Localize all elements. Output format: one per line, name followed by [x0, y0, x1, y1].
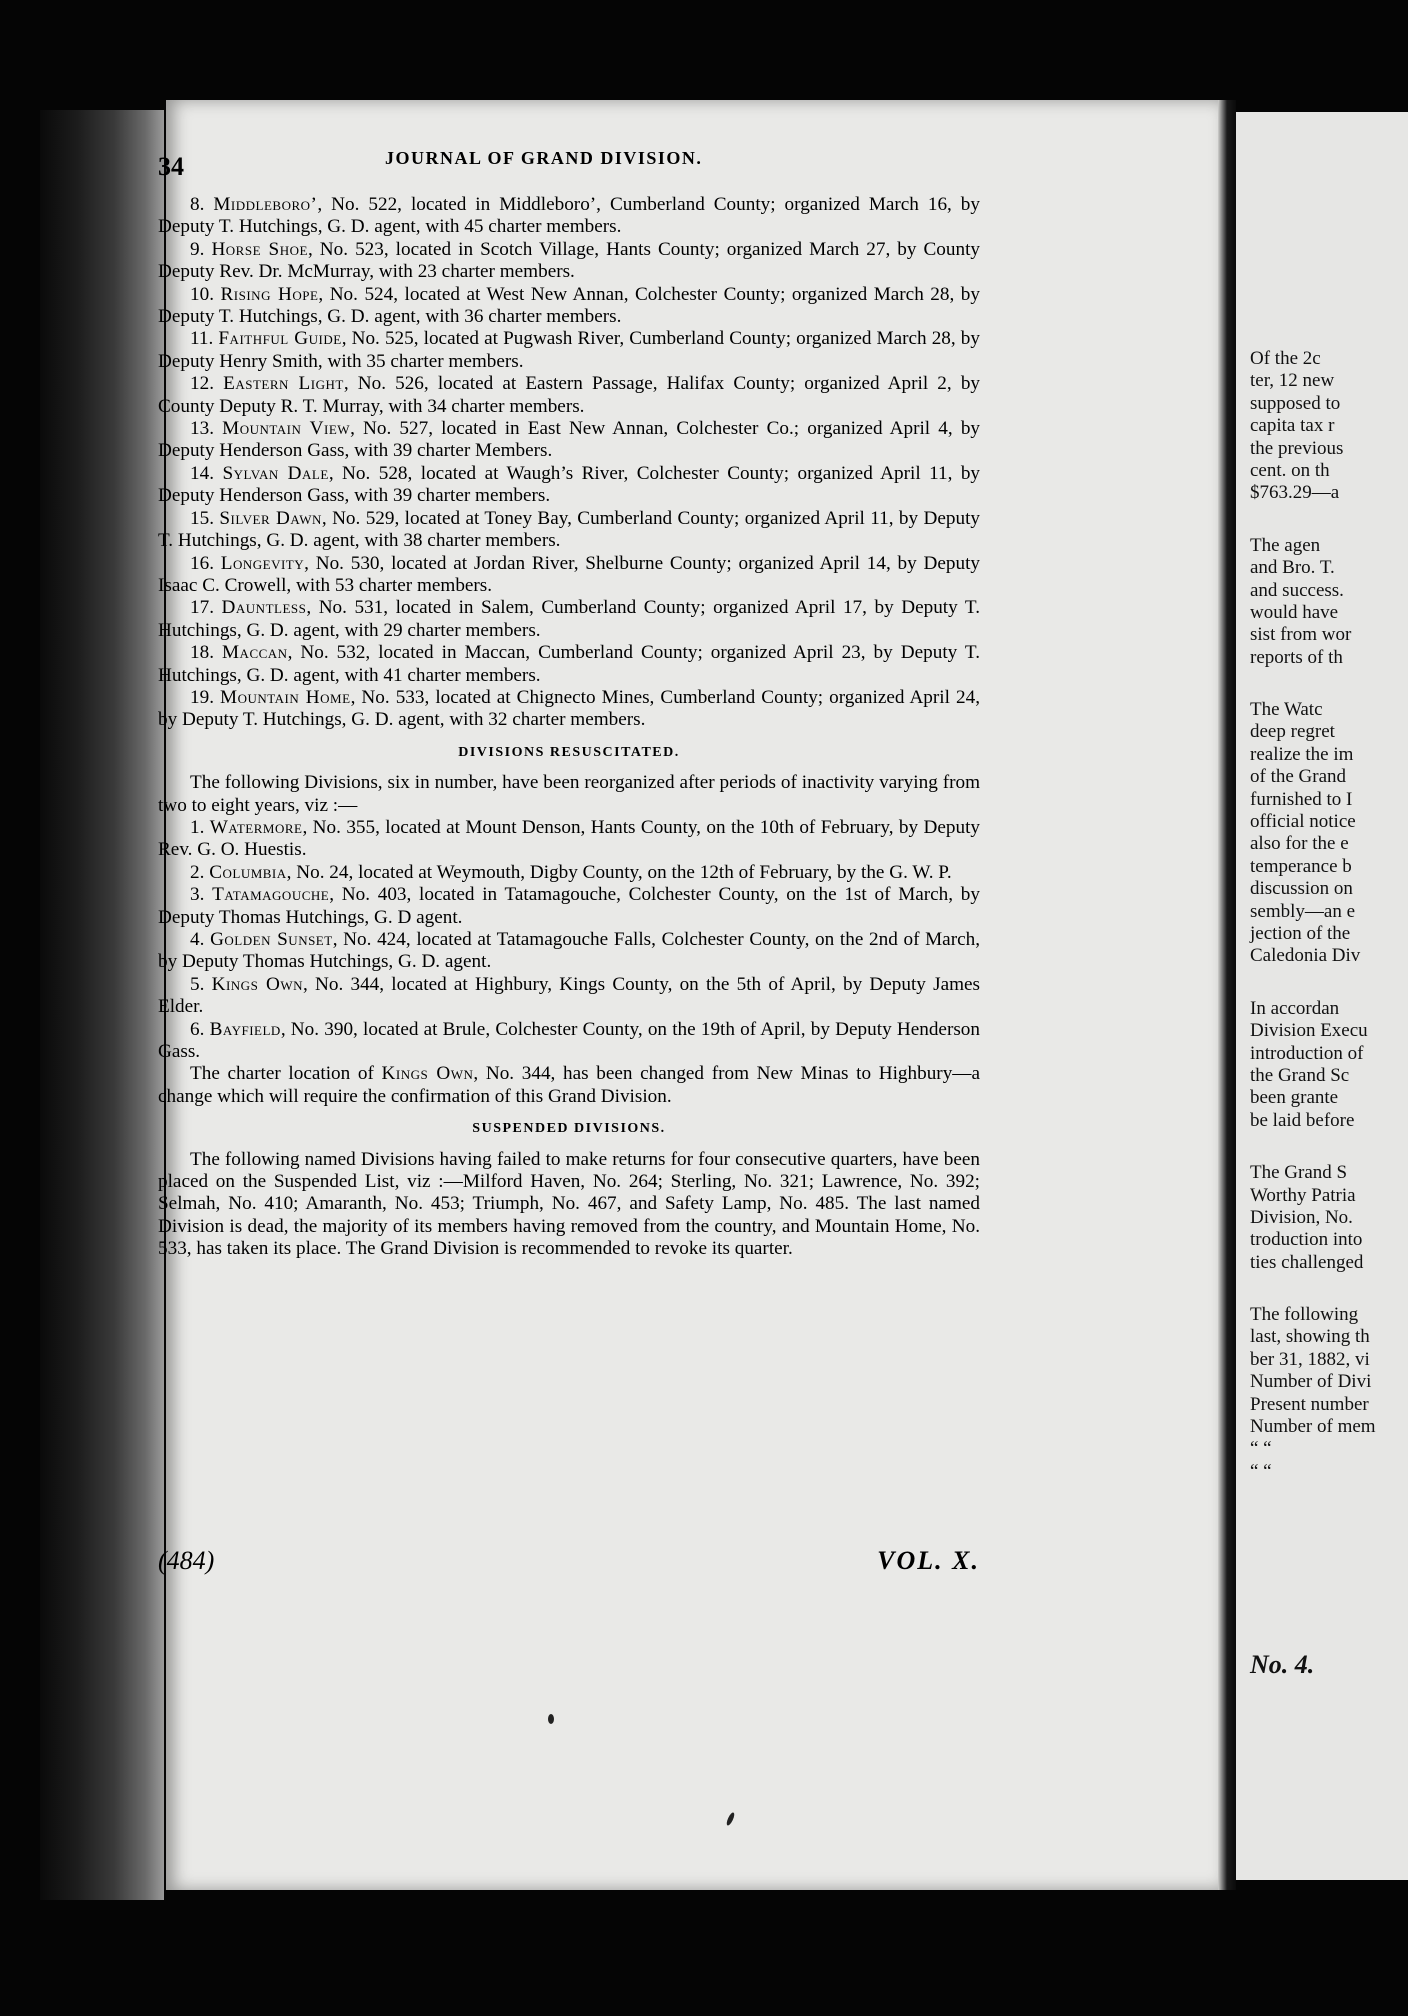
right-page-line: sist from wor	[1250, 624, 1352, 646]
right-page-line: be laid before	[1250, 1109, 1355, 1131]
right-page-line: the Grand Sc	[1250, 1064, 1350, 1086]
entry-number: 12.	[190, 373, 214, 395]
division-name: Rising Hope	[220, 283, 319, 305]
right-page-line: last, showing th	[1250, 1326, 1370, 1348]
right-page-line: Division Execu	[1250, 1020, 1368, 1042]
division-entry	[158, 463, 980, 508]
resuscitated-intro: The following Divisions, six in number, have been reorganized after periods of inactivity varying from two to eight years, viz :—	[158, 772, 980, 816]
entry-details: , No. 390, located at Brule, Colchester County, on the 19th of April, by Deputy Henderson Gass.	[158, 1018, 980, 1063]
right-page-line: introduction of	[1250, 1042, 1364, 1064]
entry-details: , No. 424, located at Tatamagouche Falls, Colchester County, on the 2nd of March, by Deputy Thomas Hutchings, G. D. agent.	[158, 929, 980, 973]
right-page-line: would have	[1250, 601, 1339, 623]
division-name: Golden Sunset	[210, 929, 333, 950]
division-entry	[158, 642, 980, 687]
entry-number: 17.	[190, 597, 214, 619]
right-page-line: Number of mem	[1250, 1416, 1376, 1438]
entry-number: 16.	[190, 552, 214, 574]
right-page-line: ties challenged	[1250, 1251, 1364, 1273]
right-page-line	[1250, 505, 1376, 535]
right-page-line	[1250, 669, 1376, 699]
division-name: Kings Own	[211, 973, 304, 995]
right-page-line: Number of Divi	[1250, 1371, 1372, 1393]
entry-number: 1.	[190, 816, 205, 838]
entry-number: 6.	[190, 1018, 205, 1040]
division-name: Mountain Home	[220, 686, 351, 708]
right-page-line: Present number	[1250, 1393, 1369, 1415]
resuscitated-list	[158, 817, 980, 1063]
book-spine	[40, 110, 164, 1900]
division-name: Dauntless	[221, 597, 307, 619]
division-entry	[158, 687, 980, 732]
division-name: Horse Shoe	[211, 238, 308, 260]
division-entry	[158, 508, 980, 553]
right-page-line: The agen	[1250, 534, 1321, 556]
right-page-line	[1250, 1274, 1376, 1304]
right-page-line: Caledonia Div	[1250, 945, 1361, 967]
entry-number: 4.	[190, 929, 205, 950]
division-entry	[158, 373, 980, 418]
division-entry	[158, 597, 980, 642]
entry-number: 18.	[190, 642, 214, 664]
ink-speck	[548, 1714, 554, 1724]
right-page-line: and success.	[1250, 579, 1344, 601]
right-page-line: the previous	[1250, 437, 1344, 459]
entry-details: , No. 528, located at Waugh’s River, Colchester County; organized April 11, by Deputy Henderson Gass, with 39 charter members.	[158, 462, 981, 507]
right-page-line	[1250, 968, 1376, 998]
entry-number: 5.	[190, 973, 205, 995]
entry-number: 19.	[190, 686, 214, 708]
entry-details: , No. 530, located at Jordan River, Shelburne County; organized April 14, by Deputy Isaac C. Crowell, with 53 charter members.	[158, 552, 980, 596]
division-entry	[158, 194, 980, 239]
right-page-line: supposed to	[1250, 392, 1341, 414]
division-entry	[158, 328, 980, 373]
division-entry	[158, 239, 980, 284]
page-number: 34	[158, 152, 184, 181]
entry-number: 2.	[190, 861, 205, 883]
right-page-line: troduction into	[1250, 1229, 1363, 1251]
right-page-line: discussion on	[1250, 878, 1353, 900]
division-name: Longevity	[220, 552, 305, 574]
division-name: Watermore	[209, 816, 303, 838]
right-page-line: sembly—an e	[1250, 900, 1356, 922]
right-page-line: Of the 2c	[1250, 348, 1321, 369]
entry-details: , No. 532, located in Maccan, Cumberland County; organized April 23, by Deputy T. Hutchings, G. D. agent, with 41 charter members.	[158, 642, 980, 686]
right-page-line	[1250, 1132, 1376, 1162]
page-footer	[158, 1546, 980, 1586]
right-page-line: The Grand S	[1250, 1162, 1348, 1184]
right-page-line: “ “	[1250, 1438, 1272, 1460]
right-page-line: official notice	[1250, 811, 1356, 833]
entry-number: 9.	[190, 238, 205, 260]
division-entry	[158, 418, 980, 463]
entry-details: , No. 527, located in East New Annan, Colchester Co.; organized April 4, by Deputy Henderson Gass, with 39 charter Members.	[158, 418, 981, 462]
right-page-line: reports of th	[1250, 646, 1343, 668]
heading-divisions-resuscitated: DIVISIONS RESUSCITATED.	[458, 744, 680, 760]
division-entry	[158, 284, 980, 329]
division-name: Faithful Guide	[218, 328, 342, 350]
right-page-line: ter, 12 new	[1250, 370, 1335, 392]
right-page-line: Division, No.	[1250, 1206, 1353, 1228]
right-page-text	[1250, 348, 1376, 1483]
right-page-line: jection of the	[1250, 922, 1351, 944]
footer-volume: VOL. X.	[877, 1546, 980, 1575]
right-page-line: and Bro. T.	[1250, 557, 1335, 579]
entry-details: , No. 344, located at Highbury, Kings County, on the 5th of April, by Deputy James Elder.	[158, 973, 980, 1018]
right-page-line: “ “	[1250, 1460, 1272, 1482]
entry-details: , No. 523, located in Scotch Village, Hants County; organized March 27, by County Deputy Rev. Dr. McMurray, with 23 charter members.	[158, 238, 981, 283]
resuscitated-entry	[158, 974, 980, 1019]
right-page-line: also for the e	[1250, 833, 1349, 855]
right-page-number: No. 4.	[1250, 1650, 1315, 1679]
entry-details: , No. 525, located at Pugwash River, Cumberland County; organized March 28, by Deputy Henry Smith, with 35 charter members.	[158, 328, 980, 372]
division-name: Columbia	[209, 861, 287, 883]
resuscitated-entry	[158, 929, 980, 974]
right-page-line: furnished to I	[1250, 788, 1353, 810]
footer-signature-number: (484)	[158, 1546, 215, 1575]
entry-details: , No. 355, located at Mount Denson, Hants County, on the 10th of February, by Deputy Rev. G. O. Huestis.	[158, 816, 980, 861]
entry-details: , No. 526, located at Eastern Passage, Halifax County; organized April 2, by County Deputy R. T. Murray, with 34 charter members.	[158, 373, 981, 417]
right-page-line: capita tax r	[1250, 415, 1335, 437]
right-page-line: realize the im	[1250, 743, 1354, 765]
entry-number: 15.	[190, 507, 214, 529]
charter-location-note: The charter location of Kings Own, No. 344, has been changed from New Minas to Highbury—a change which will require the confirmation of this Grand Division.	[158, 1063, 980, 1107]
entry-details: , No. 529, located at Toney Bay, Cumberland County; organized April 11, by Deputy T. Hutchings, G. D. agent, with 38 charter members.	[158, 507, 980, 552]
resuscitated-entry	[158, 862, 980, 884]
entry-number: 14.	[190, 462, 214, 484]
resuscitated-entry	[158, 1019, 980, 1064]
entry-details: , No. 531, located in Salem, Cumberland County; organized April 17, by Deputy T. Hutchings, G. D. agent, with 29 charter members.	[158, 597, 981, 641]
entry-details: , No. 24, located at Weymouth, Digby County, on the 12th of February, by the G. W. P.	[286, 861, 952, 883]
right-page-line: The following	[1250, 1304, 1359, 1326]
entry-number: 11.	[190, 328, 214, 350]
division-name: Sylvan Dale	[222, 462, 329, 484]
page-gutter	[1218, 100, 1236, 1890]
entry-number: 8.	[190, 194, 205, 215]
resuscitated-entry	[158, 817, 980, 862]
division-name: Bayfield	[209, 1018, 281, 1040]
entry-details: , No. 403, located in Tatamagouche, Colchester County, on the 1st of March, by Deputy Thomas Hutchings, G. D agent.	[158, 884, 980, 928]
entry-details: , No. 533, located at Chignecto Mines, Cumberland County; organized April 24, by Deputy T. Hutchings, G. D. agent, with 32 charter members.	[158, 686, 980, 731]
right-page-edge	[1236, 112, 1408, 1880]
right-page-line: In accordan	[1250, 997, 1340, 1019]
right-page-line: deep regret	[1250, 721, 1335, 743]
entry-details: , No. 522, located in Middleboro’, Cumberland County; organized March 16, by Deputy T. Hutchings, G. D. agent, with 45 charter members.	[158, 194, 980, 238]
running-title: JOURNAL OF GRAND DIVISION.	[385, 148, 703, 168]
division-entry	[158, 553, 980, 598]
resuscitated-entry	[158, 884, 980, 929]
right-page-line: ber 31, 1882, vi	[1250, 1348, 1370, 1370]
division-name: Eastern Light	[223, 373, 344, 395]
right-page-line: The Watc	[1250, 699, 1323, 721]
right-page-line: been grante	[1250, 1087, 1339, 1109]
entry-details: , No. 524, located at West New Annan, Colchester County; organized March 28, by Deputy T. Hutchings, G. D. agent, with 36 charter members.	[158, 283, 980, 328]
division-name: Maccan	[222, 642, 288, 664]
right-page-line: $763.29—a	[1250, 482, 1340, 504]
right-page-line: cent. on th	[1250, 459, 1330, 481]
page-body	[158, 194, 980, 1261]
suspended-text: The following named Divisions having failed to make returns for four consecutive quarters, have been placed on the Suspended List, viz :—Milford Haven, No. 264; Sterling, No. 321; Lawrence, No. 392; Selmah, No. 410; Amaranth, No. 453; Triumph, No. 467, and Safety Lamp, No. 485. The last named Division is dead, the majority of its members having removed from the country, and Mountain Home, No. 533, has taken its place. The Grand Division is recommended to revoke its quarter.	[158, 1148, 980, 1260]
entry-number: 10.	[190, 283, 214, 305]
right-page-line: Worthy Patria	[1250, 1184, 1356, 1206]
division-name: Tatamagouche	[212, 884, 330, 906]
entry-number: 3.	[190, 884, 205, 906]
entry-number: 13.	[190, 418, 214, 440]
division-name: Silver Dawn	[219, 507, 322, 529]
heading-suspended-divisions: SUSPENDED DIVISIONS.	[472, 1121, 666, 1137]
new-divisions-list	[158, 194, 980, 732]
right-page-line: temperance b	[1250, 855, 1352, 877]
division-name: Middleboro’	[213, 194, 318, 215]
division-name: Mountain View	[222, 418, 351, 440]
right-page-line: of the Grand	[1250, 766, 1347, 788]
